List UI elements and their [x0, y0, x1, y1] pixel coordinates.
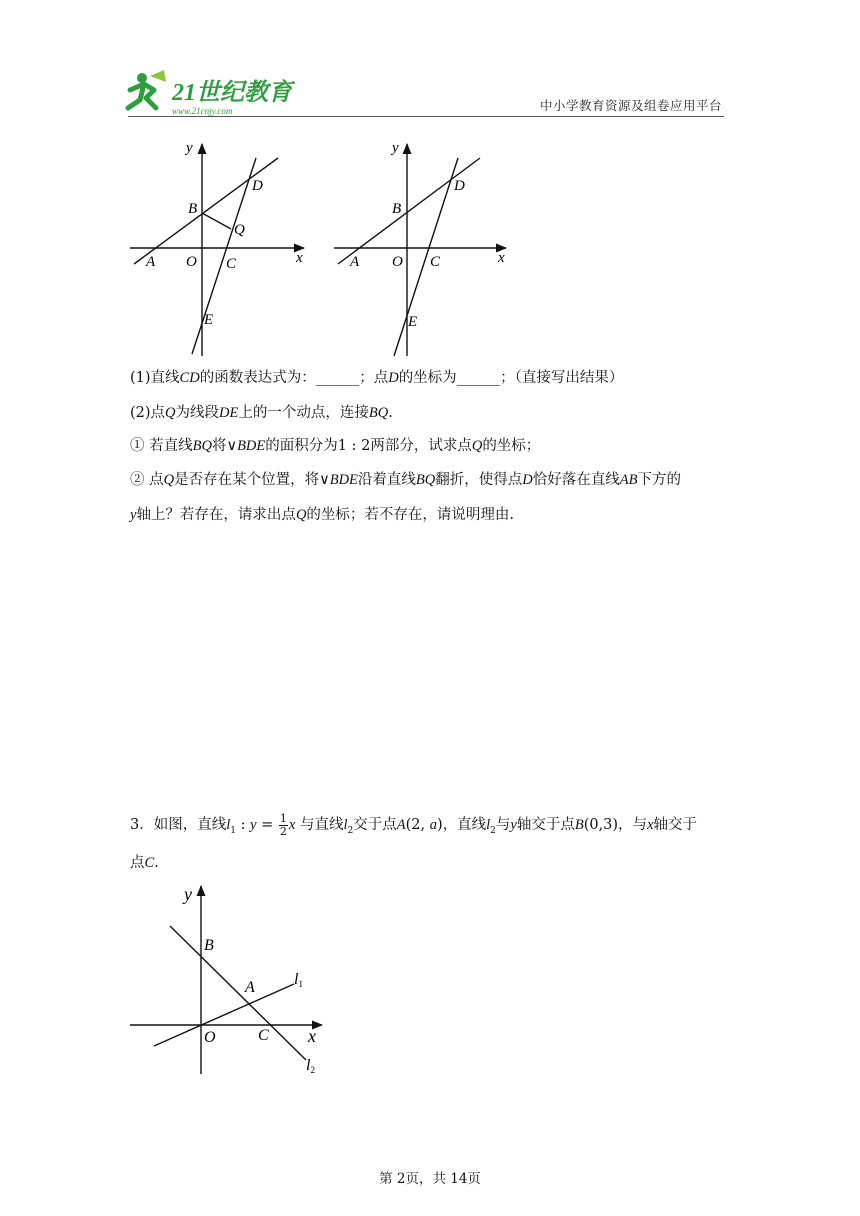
label-y: y: [184, 884, 192, 904]
figure-2: [332, 138, 512, 366]
label-x: x: [498, 250, 505, 266]
label-q: Q: [234, 222, 245, 238]
question-2-part-2: (2)点Q为线段DE上的一个动点，连接BQ.: [130, 405, 393, 421]
label-b: B: [392, 201, 402, 217]
question-3-line-1: 3．如图，直线$l_1$ : y = $\frac{1}{2}$ x 与直线$l_2$交于点A(2, a)，直线$l_2$与y轴交于点B(0,3)，与x轴交于: [130, 811, 697, 838]
question-2-part-1: (1)直线CD的函数表达式为：______；点D的坐标为______；（直接写出结果）: [130, 370, 624, 386]
label-x: x: [308, 1026, 316, 1046]
line-l1: [154, 984, 294, 1046]
label-c: C: [258, 1027, 269, 1044]
label-a: A: [146, 254, 156, 270]
logo-text: 21世纪教育: [172, 80, 292, 106]
label-b: B: [188, 201, 198, 217]
label-l1: l1: [294, 971, 303, 989]
label-o: O: [204, 1029, 216, 1046]
segment-bq: [202, 213, 231, 229]
logo-url-text: www.21cnjy.com: [172, 106, 233, 116]
question-2-subpart-2: ② 点Q是否存在某个位置，将∨BDE沿着直线BQ翻折，使得点D恰好落在直线AB下方的: [130, 472, 681, 488]
platform-title: 中小学教育资源及组卷应用平台: [539, 98, 722, 113]
question-2-subpart-2-cont: y轴上？若存在，请求出点Q的坐标；若不存在，请说明理由.: [130, 507, 515, 523]
line-l2: [170, 926, 306, 1060]
header-divider: [128, 116, 724, 117]
label-x: x: [296, 250, 303, 266]
question-3-line-2: 点C.: [130, 855, 159, 871]
label-l2: l2: [306, 1057, 315, 1075]
question-2-subpart-1: ① 若直线BQ将∨BDE的面积分为1 : 2两部分，试求点Q的坐标；: [130, 438, 541, 454]
label-c: C: [430, 254, 441, 270]
label-e: E: [408, 314, 418, 330]
label-d: D: [252, 178, 263, 194]
label-d: D: [454, 178, 465, 194]
label-y: y: [186, 140, 193, 156]
line-cd: [394, 158, 458, 356]
figure-3: [128, 880, 328, 1084]
figure-1: [128, 138, 308, 366]
label-e: E: [204, 312, 214, 328]
label-c: C: [226, 256, 237, 272]
label-o: O: [186, 254, 197, 270]
label-y: y: [392, 140, 399, 156]
fraction-one-half: $\frac{1}{2}$: [279, 811, 287, 838]
page-footer: 第 2页，共 14页: [379, 1171, 481, 1187]
site-logo: [120, 68, 320, 120]
label-a: A: [350, 254, 360, 270]
label-o: O: [392, 254, 403, 270]
runner-logo-icon: [128, 70, 166, 108]
label-b: B: [204, 937, 214, 954]
label-a: A: [245, 979, 255, 996]
